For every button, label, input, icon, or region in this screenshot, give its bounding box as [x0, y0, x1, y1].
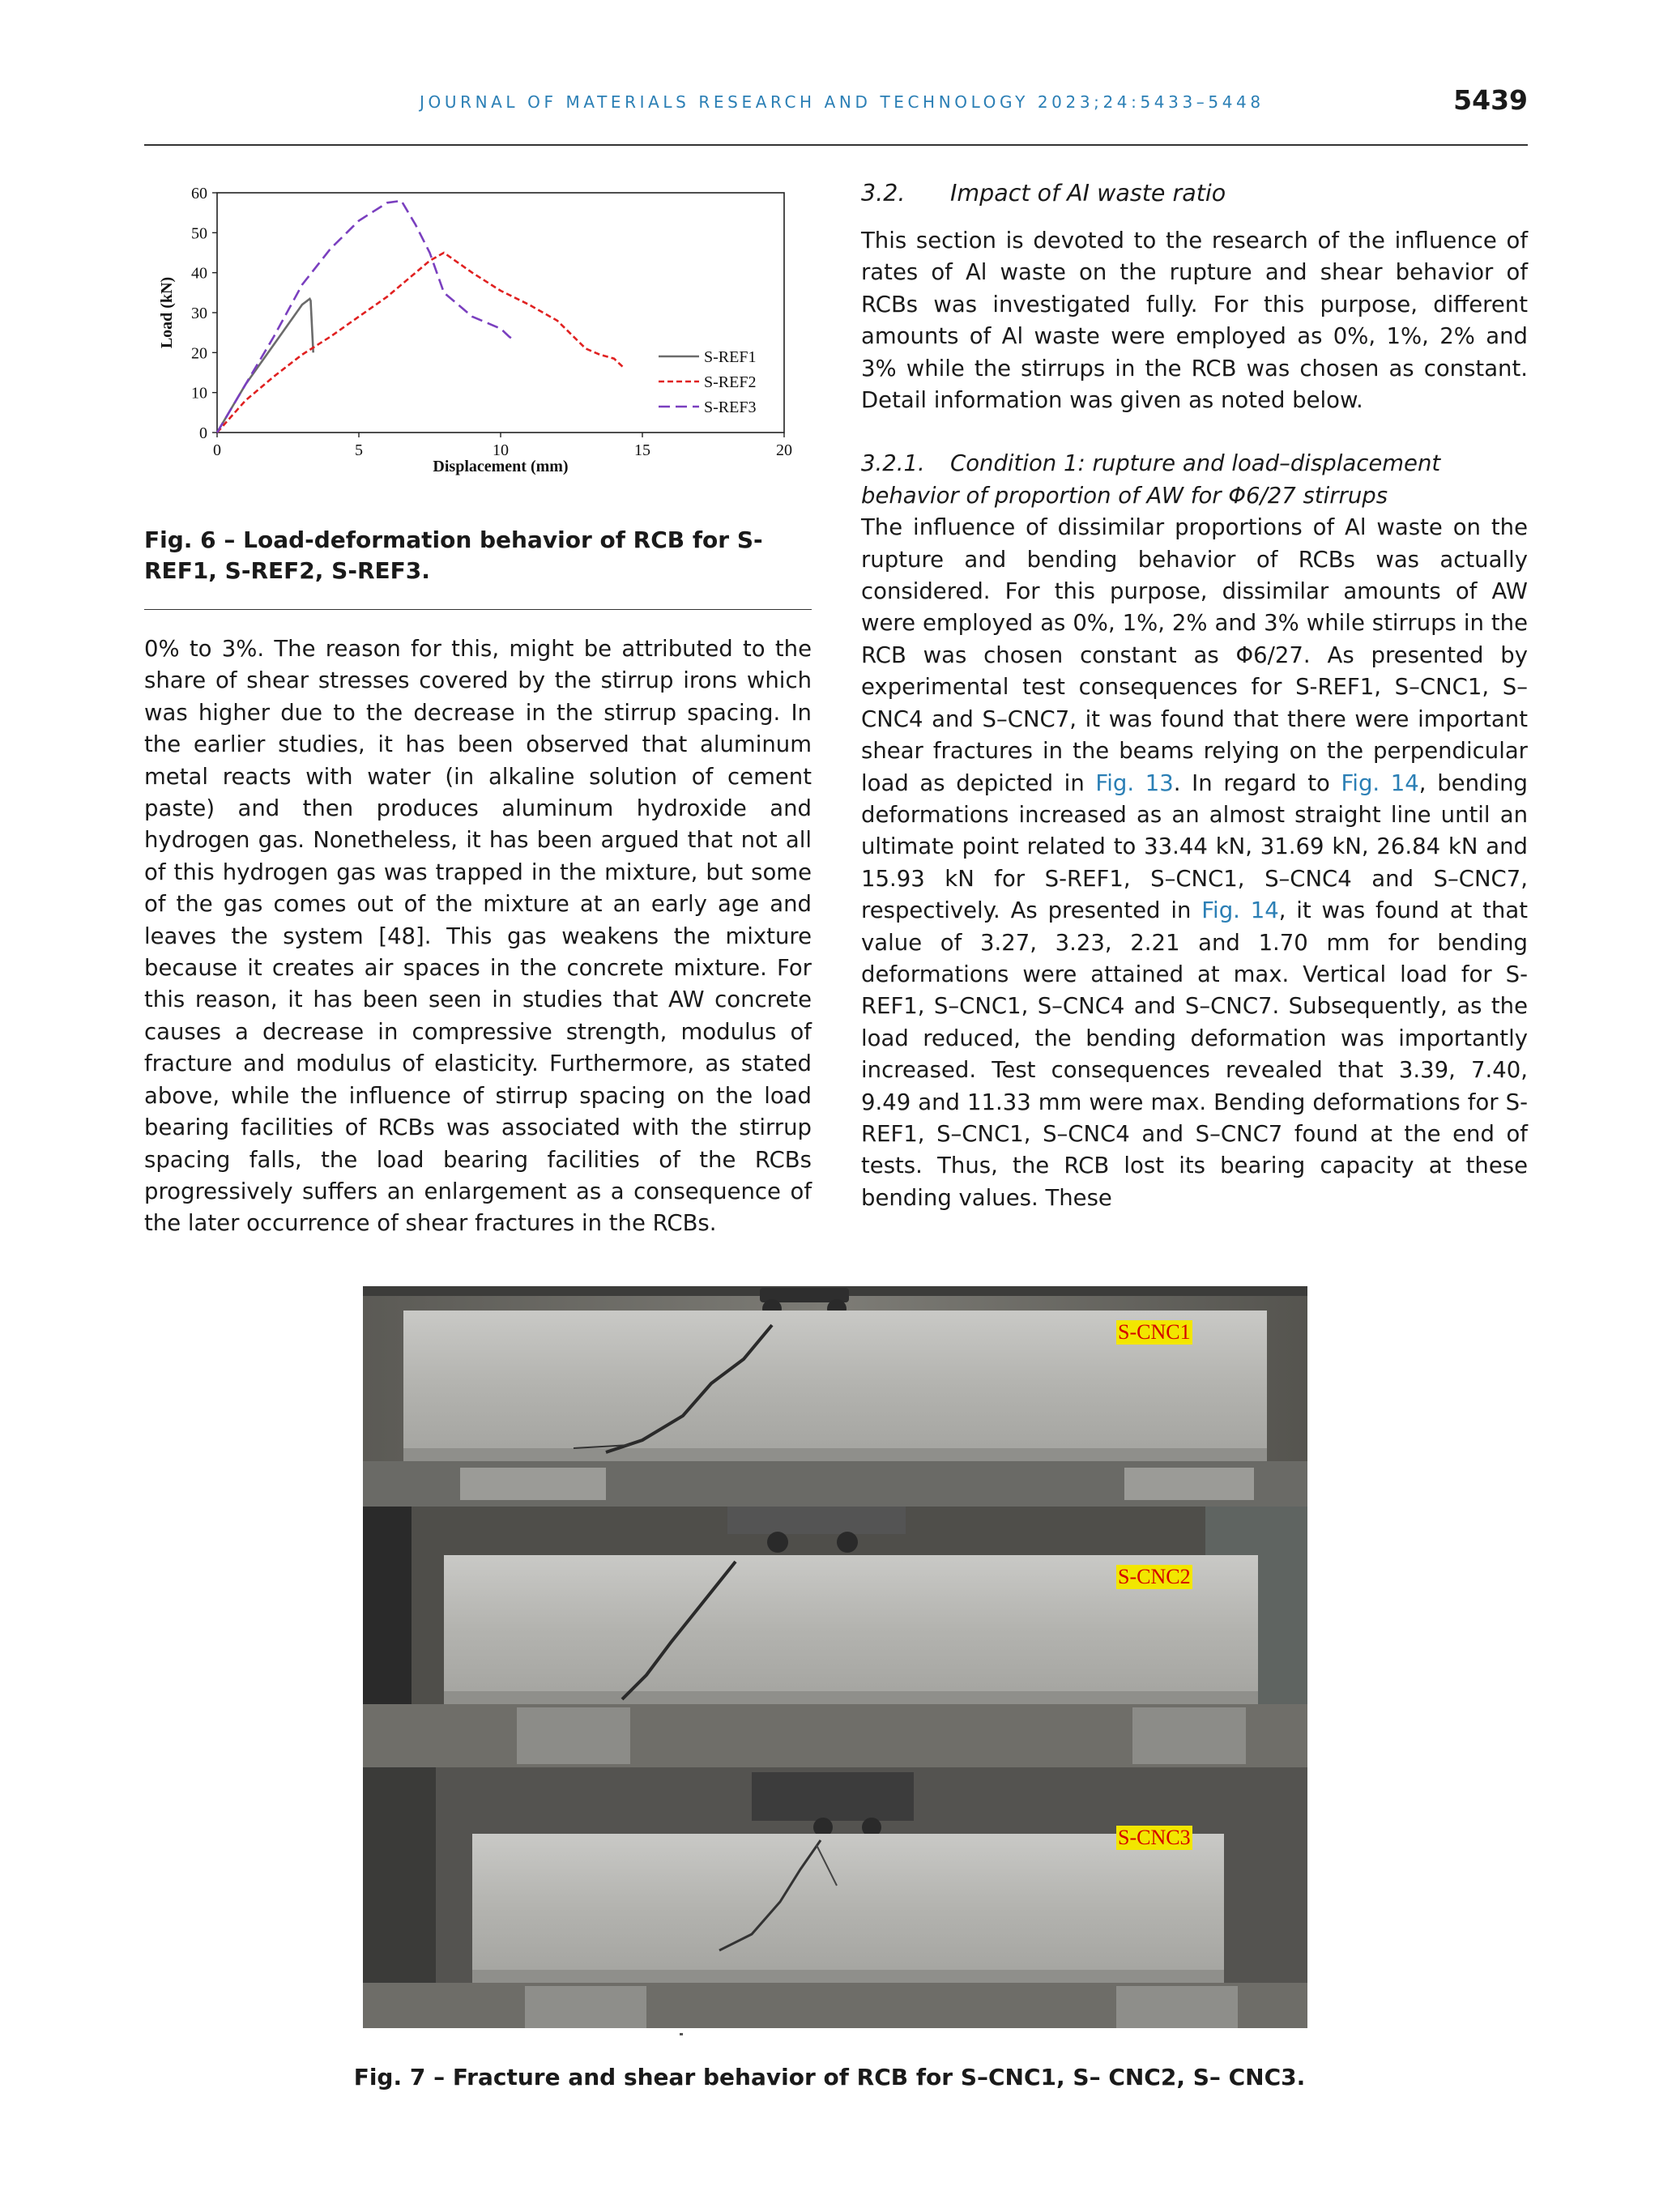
left-column-text — [144, 633, 812, 1240]
x-tick-label: 15 — [634, 441, 650, 459]
x-tick-label: 20 — [776, 441, 792, 459]
journal-title: JOURNAL OF MATERIALS RESEARCH AND TECHNOLOGY 2023;24:5433–5448 — [420, 92, 1265, 112]
section-title: Impact of AI waste ratio — [950, 180, 1226, 207]
legend-label: S-REF1 — [704, 348, 757, 366]
beam-label-3: S-CNC3 — [1118, 1826, 1191, 1849]
photo-speck — [680, 2033, 683, 2035]
subsection-title: Condition 1: rupture and load–displacement behavior of proportion of AW for Φ6/27 stirrups — [861, 450, 1441, 509]
fig7-photo — [363, 1286, 1307, 2028]
x-tick-label: 0 — [213, 441, 221, 459]
y-axis-label: Load (kN) — [158, 276, 176, 349]
y-tick-label: 40 — [191, 264, 207, 283]
y-tick-label: 10 — [191, 384, 207, 403]
fig7-caption: Fig. 7 – Fracture and shear behavior of RCB for S–CNC1, S– CNC2, S– CNC3. — [353, 2064, 1306, 2091]
text-run: , bending deformations increased as an almost straight line until an ultimate point related to 33.44 kN, 31.69 kN, 26.84 kN and 15.93 kN for S-REF1, S–CNC1, S–CNC4 and S–CNC7, respectively. As presented in — [861, 769, 1528, 924]
right-column-text — [861, 225, 1528, 1214]
legend-label: S-REF3 — [704, 399, 757, 416]
beam-label-2: S-CNC2 — [1118, 1565, 1191, 1588]
fig14-link[interactable]: Fig. 14 — [1341, 769, 1419, 796]
y-tick-label: 0 — [199, 424, 207, 442]
y-tick-label: 60 — [191, 185, 207, 202]
page-header — [144, 84, 1528, 146]
left-paragraph: 0% to 3%. The reason for this, might be attributed to the share of shear stresses covered by the stirrup irons which was higher due to the decrease in the stirrup spacing. In the earlier studies, it has been observed that aluminum metal reacts with water (in alkaline solution of cement paste) and then produces aluminum hydroxide and hydrogen gas. Nonetheless, it has been argued that not all of this hydrogen gas was trapped in the mixture, but some of the gas comes out of the mixture at an early age and leaves the system [48]. This gas weakens the mixture because it creates air spaces in the concrete mixture. For this reason, it has been seen in studies that AW concrete causes a decrease in compressive strength, modulus of fracture and modulus of elasticity. Furthermore, as stated above, while the influence of stirrup spacing on the load bearing facilities of RCBs was associated with the stirrup spacing falls, the load bearing facilities of the RCBs progressively suffers an enlargement as a consequence of the later occurrence of shear fractures in the RCBs. — [144, 636, 812, 1237]
x-axis-label: Displacement (mm) — [433, 458, 569, 475]
y-tick-label: 30 — [191, 305, 207, 322]
subsection-heading — [861, 448, 1528, 512]
y-tick-label: 20 — [191, 344, 207, 363]
subsection-number: 3.2.1. — [861, 450, 925, 477]
text-run: . In regard to — [1173, 769, 1341, 796]
fig13-link[interactable]: Fig. 13 — [1095, 769, 1174, 796]
section-number: 3.2. — [861, 180, 906, 207]
section-heading — [861, 180, 1226, 207]
fig6-caption: Fig. 6 – Load-deformation behavior of RCB for S-REF1, S-REF2, S-REF3. — [144, 526, 763, 584]
fig14-link[interactable]: Fig. 14 — [1201, 897, 1279, 924]
beam-photo-3 — [363, 1767, 1307, 2028]
caption-divider — [144, 609, 812, 610]
paragraph-gap — [861, 416, 1528, 448]
beam-label-1: S-CNC1 — [1118, 1320, 1191, 1344]
beam-photo-1 — [363, 1286, 1307, 1507]
section-intro: This section is devoted to the research of the influence of rates of Al waste on the rupture and shear behavior of RCBs was investigated fully. For this purpose, different amounts of Al waste were employed as 0%, 1%, 2% and 3% while the stirrups in the RCB was chosen as constant. Detail information was given as noted below. — [861, 228, 1528, 414]
plot-area — [217, 193, 784, 433]
page-number: 5439 — [1453, 84, 1528, 116]
legend-label: S-REF2 — [704, 373, 757, 391]
text-run: The influence of dissimilar proportions of Al waste on the rupture and bending behavior of RCBs was actually considered. For this purpose, dissimilar amounts of AW were employed as 0%, 1%, 2% and 3% while stirrups in the RCB was chosen constant as Φ6/27. As presented by experimental test consequences for S-REF1, S–CNC1, S–CNC4 and S–CNC7, it was found that there were important shear fractures in the beams relying on the perpendicular load as depicted in — [861, 514, 1528, 796]
text-run: , it was found at that value of 3.27, 3.23, 2.21 and 1.70 mm for bending deformations were attained at max. Vertical load for S-REF1, S–CNC1, S–CNC4 and S–CNC7. Subsequently, as the load reduced, the bending deformation was importantly increased. Test consequences revealed that 3.39, 7.40, 9.49 and 11.33 mm were max. Bending deformations for S-REF1, S–CNC1, S–CNC4 and S–CNC7 found at the end of tests. Thus, the RCB lost its bearing capacity at these bending values. These — [861, 897, 1528, 1211]
subsection-paragraph — [861, 512, 1528, 1214]
beam-photos — [363, 1286, 1307, 2028]
y-tick-label: 50 — [191, 224, 207, 243]
beam-photo-2 — [363, 1507, 1307, 1767]
load-displacement-chart — [154, 183, 802, 507]
x-tick-label: 10 — [493, 441, 509, 459]
x-tick-label: 5 — [355, 441, 363, 459]
